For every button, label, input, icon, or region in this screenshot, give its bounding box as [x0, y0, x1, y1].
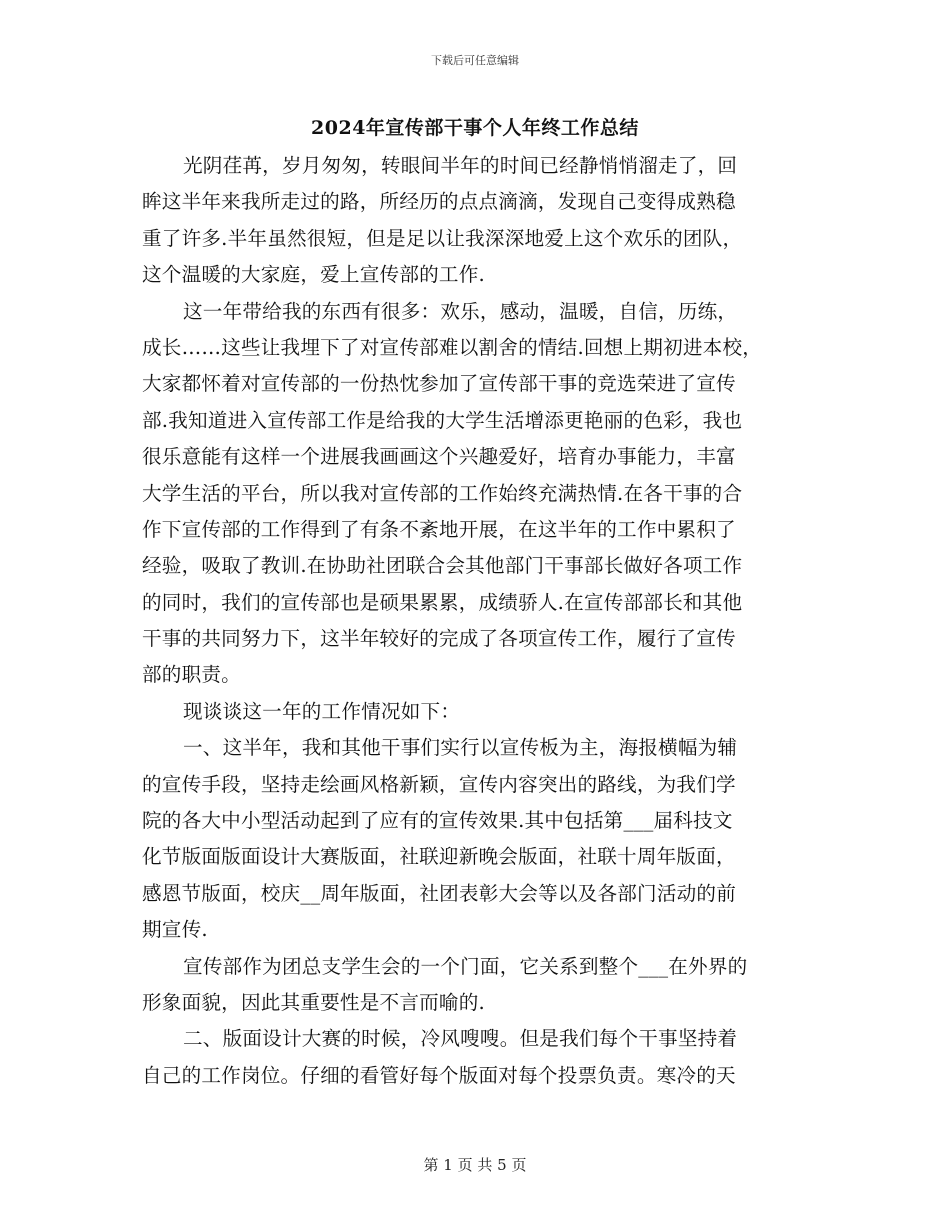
body-line: 宣传部作为团总支学生会的一个门面，它关系到整个___在外界的: [183, 954, 748, 978]
body-line: 大学生活的平台，所以我对宣传部的工作始终充满热情.在各干事的合: [142, 481, 743, 505]
body-line: 院的各大中小型活动起到了应有的宣传效果.其中包括第___届科技文: [142, 809, 733, 833]
body-line: 的宣传手段，坚持走绘画风格新颖，宣传内容突出的路线，为我们学: [142, 772, 736, 796]
body-line: 二、版面设计大赛的时候，冷风嗖嗖。但是我们每个干事坚持着: [183, 1027, 738, 1051]
body-line: 一、这半年，我和其他干事们实行以宣传板为主，海报横幅为辅: [183, 736, 738, 760]
body-line: 期宣传.: [142, 918, 208, 942]
body-line: 部的职责。: [142, 663, 241, 687]
body-line: 这个温暖的大家庭，爱上宣传部的工作.: [142, 263, 485, 287]
body-line: 干事的共同努力下，这半年较好的完成了各项宣传工作，履行了宣传: [142, 627, 736, 651]
body-line: 形象面貌，因此其重要性是不言而喻的.: [142, 990, 485, 1014]
body-line: 大家都怀着对宣传部的一份热忱参加了宣传部干事的竞选荣进了宣传: [142, 372, 736, 396]
document-body: [142, 148, 812, 1094]
body-line: 眸这半年来我所走过的路，所经历的点点滴滴，发现自己变得成熟稳: [142, 190, 736, 214]
body-line: 光阴荏苒，岁月匆匆，转眼间半年的时间已经静悄悄溜走了，回: [183, 154, 738, 177]
body-line: 作下宣传部的工作得到了有条不紊地开展，在这半年的工作中累积了: [142, 517, 736, 541]
body-line: 成长……这些让我埋下了对宣传部难以割舍的情结.回想上期初进本校，: [142, 335, 763, 359]
body-line: 重了许多.半年虽然很短，但是足以让我深深地爱上这个欢乐的团队，: [142, 226, 743, 250]
body-line: 感恩节版面，校庆__周年版面，社团表彰大会等以及各部门活动的前: [142, 881, 737, 905]
body-line: 经验，吸取了教训.在协助社团联合会其他部门干事部长做好各项工作: [142, 554, 743, 578]
body-line: 部.我知道进入宣传部工作是给我的大学生活增添更艳丽的色彩，我也: [142, 408, 743, 432]
body-line: 这一年带给我的东西有很多：欢乐，感动，温暖，自信，历练，: [183, 299, 738, 323]
body-line: 化节版面版面设计大赛版面，社联迎新晚会版面，社联十周年版面，: [142, 845, 736, 869]
body-line: 的同时，我们的宣传部也是硕果累累，成绩骄人.在宣传部部长和其他: [142, 590, 743, 614]
header-note: 下载后可任意编辑: [431, 54, 519, 67]
page-footer: 第 1 页 共 5 页: [423, 1156, 527, 1174]
document-title: 2024年宣传部干事个人年终工作总结: [311, 117, 639, 139]
body-line: 自己的工作岗位。仔细的看管好每个版面对每个投票负责。寒冷的天: [142, 1063, 736, 1087]
body-line: 很乐意能有这样一个进展我画画这个兴趣爱好，培育办事能力，丰富: [142, 445, 736, 469]
body-line: 现谈谈这一年的工作情况如下：: [183, 699, 461, 723]
